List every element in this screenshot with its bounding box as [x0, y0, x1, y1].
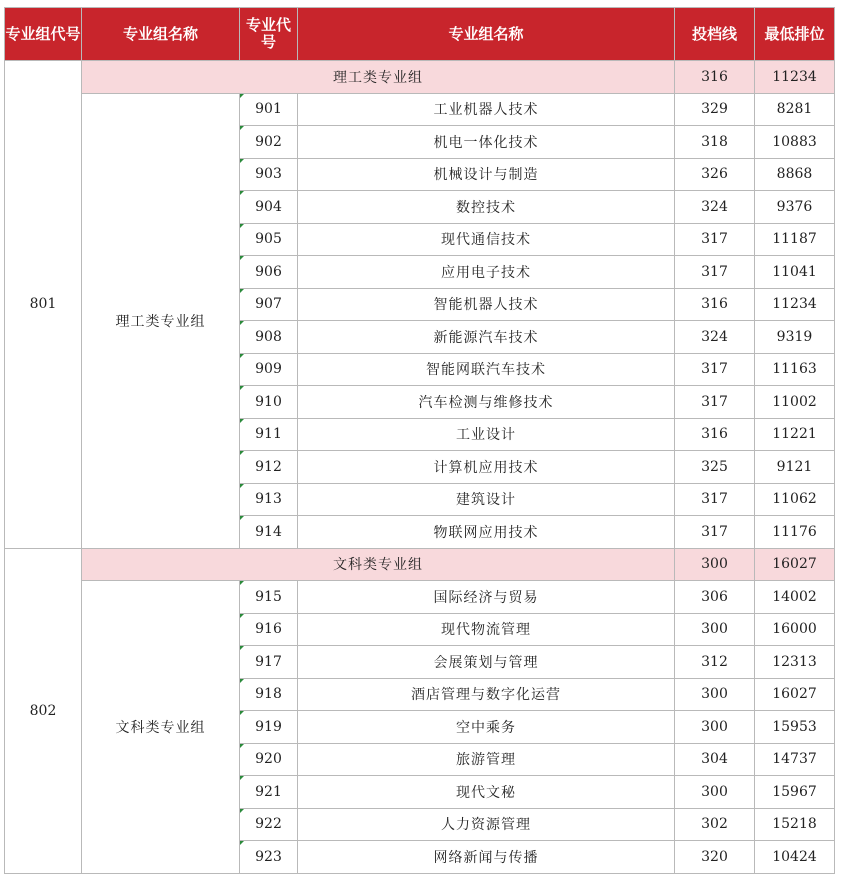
major-code: 903 [240, 158, 298, 191]
major-cutoff-line: 316 [675, 418, 755, 451]
major-code: 912 [240, 451, 298, 484]
major-cutoff-line: 329 [675, 93, 755, 126]
major-code: 911 [240, 418, 298, 451]
major-min-rank: 15953 [755, 711, 835, 744]
table-body [5, 61, 835, 874]
major-code: 908 [240, 321, 298, 354]
major-min-rank: 11002 [755, 386, 835, 419]
major-cutoff-line: 325 [675, 451, 755, 484]
major-cutoff-line: 320 [675, 841, 755, 874]
major-name: 空中乘务 [298, 711, 675, 744]
major-min-rank: 11234 [755, 288, 835, 321]
header-cutoff-line: 投档线 [675, 8, 755, 61]
major-min-rank: 9121 [755, 451, 835, 484]
major-name: 数控技术 [298, 191, 675, 224]
major-cutoff-line: 316 [675, 288, 755, 321]
major-cutoff-line: 300 [675, 711, 755, 744]
major-cutoff-line: 317 [675, 353, 755, 386]
major-min-rank: 11176 [755, 516, 835, 549]
major-min-rank: 14737 [755, 743, 835, 776]
major-name: 现代文秘 [298, 776, 675, 809]
header-group-name: 专业组名称 [82, 8, 240, 61]
major-min-rank: 11221 [755, 418, 835, 451]
major-code: 902 [240, 126, 298, 159]
major-name: 机械设计与制造 [298, 158, 675, 191]
major-name: 智能机器人技术 [298, 288, 675, 321]
group-name: 文科类专业组 [82, 581, 240, 874]
group-summary-row [5, 548, 835, 581]
major-name: 工业设计 [298, 418, 675, 451]
major-code: 910 [240, 386, 298, 419]
major-name: 现代物流管理 [298, 613, 675, 646]
group-code: 802 [5, 548, 82, 873]
major-name: 会展策划与管理 [298, 646, 675, 679]
major-code: 919 [240, 711, 298, 744]
group-summary-row [5, 61, 835, 94]
major-cutoff-line: 306 [675, 581, 755, 614]
major-name: 网络新闻与传播 [298, 841, 675, 874]
major-name: 人力资源管理 [298, 808, 675, 841]
major-code: 913 [240, 483, 298, 516]
major-cutoff-line: 326 [675, 158, 755, 191]
major-code: 918 [240, 678, 298, 711]
major-min-rank: 8281 [755, 93, 835, 126]
major-name: 应用电子技术 [298, 256, 675, 289]
group-min-rank: 11234 [755, 61, 835, 94]
table-row [5, 93, 835, 126]
group-subtitle: 理工类专业组 [82, 61, 675, 94]
major-code: 909 [240, 353, 298, 386]
major-code: 921 [240, 776, 298, 809]
major-name: 新能源汽车技术 [298, 321, 675, 354]
major-code: 906 [240, 256, 298, 289]
major-name: 智能网联汽车技术 [298, 353, 675, 386]
major-min-rank: 11062 [755, 483, 835, 516]
admission-table [4, 7, 835, 874]
admission-table-wrapper [4, 7, 835, 874]
header-major-name: 专业组名称 [298, 8, 675, 61]
major-code: 907 [240, 288, 298, 321]
group-code: 801 [5, 61, 82, 549]
major-min-rank: 11187 [755, 223, 835, 256]
major-min-rank: 12313 [755, 646, 835, 679]
major-code: 917 [240, 646, 298, 679]
major-code: 922 [240, 808, 298, 841]
major-cutoff-line: 300 [675, 776, 755, 809]
major-min-rank: 16027 [755, 678, 835, 711]
major-cutoff-line: 302 [675, 808, 755, 841]
major-name: 国际经济与贸易 [298, 581, 675, 614]
major-cutoff-line: 300 [675, 678, 755, 711]
major-cutoff-line: 317 [675, 483, 755, 516]
major-name: 现代通信技术 [298, 223, 675, 256]
major-cutoff-line: 317 [675, 516, 755, 549]
major-cutoff-line: 300 [675, 613, 755, 646]
major-cutoff-line: 318 [675, 126, 755, 159]
header-major-code: 专业代号 [240, 8, 298, 61]
group-subtitle: 文科类专业组 [82, 548, 675, 581]
group-name: 理工类专业组 [82, 93, 240, 548]
major-cutoff-line: 324 [675, 321, 755, 354]
major-cutoff-line: 317 [675, 223, 755, 256]
major-min-rank: 10424 [755, 841, 835, 874]
major-name: 机电一体化技术 [298, 126, 675, 159]
major-min-rank: 8868 [755, 158, 835, 191]
group-min-rank: 16027 [755, 548, 835, 581]
major-cutoff-line: 304 [675, 743, 755, 776]
major-min-rank: 15967 [755, 776, 835, 809]
group-cutoff-line: 300 [675, 548, 755, 581]
group-cutoff-line: 316 [675, 61, 755, 94]
major-code: 920 [240, 743, 298, 776]
major-name: 建筑设计 [298, 483, 675, 516]
table-row [5, 581, 835, 614]
major-min-rank: 10883 [755, 126, 835, 159]
major-min-rank: 9319 [755, 321, 835, 354]
major-code: 904 [240, 191, 298, 224]
major-name: 酒店管理与数字化运营 [298, 678, 675, 711]
major-cutoff-line: 312 [675, 646, 755, 679]
major-name: 物联网应用技术 [298, 516, 675, 549]
major-min-rank: 11163 [755, 353, 835, 386]
major-code: 905 [240, 223, 298, 256]
major-name: 工业机器人技术 [298, 93, 675, 126]
major-min-rank: 15218 [755, 808, 835, 841]
major-name: 汽车检测与维修技术 [298, 386, 675, 419]
major-min-rank: 9376 [755, 191, 835, 224]
major-min-rank: 16000 [755, 613, 835, 646]
header-row [5, 8, 835, 61]
major-code: 914 [240, 516, 298, 549]
major-code: 923 [240, 841, 298, 874]
major-code: 916 [240, 613, 298, 646]
major-code: 915 [240, 581, 298, 614]
major-name: 旅游管理 [298, 743, 675, 776]
major-code: 901 [240, 93, 298, 126]
major-cutoff-line: 317 [675, 386, 755, 419]
major-cutoff-line: 317 [675, 256, 755, 289]
header-group-code: 专业组代号 [5, 8, 82, 61]
header-min-rank: 最低排位 [755, 8, 835, 61]
major-min-rank: 14002 [755, 581, 835, 614]
major-cutoff-line: 324 [675, 191, 755, 224]
major-min-rank: 11041 [755, 256, 835, 289]
major-name: 计算机应用技术 [298, 451, 675, 484]
